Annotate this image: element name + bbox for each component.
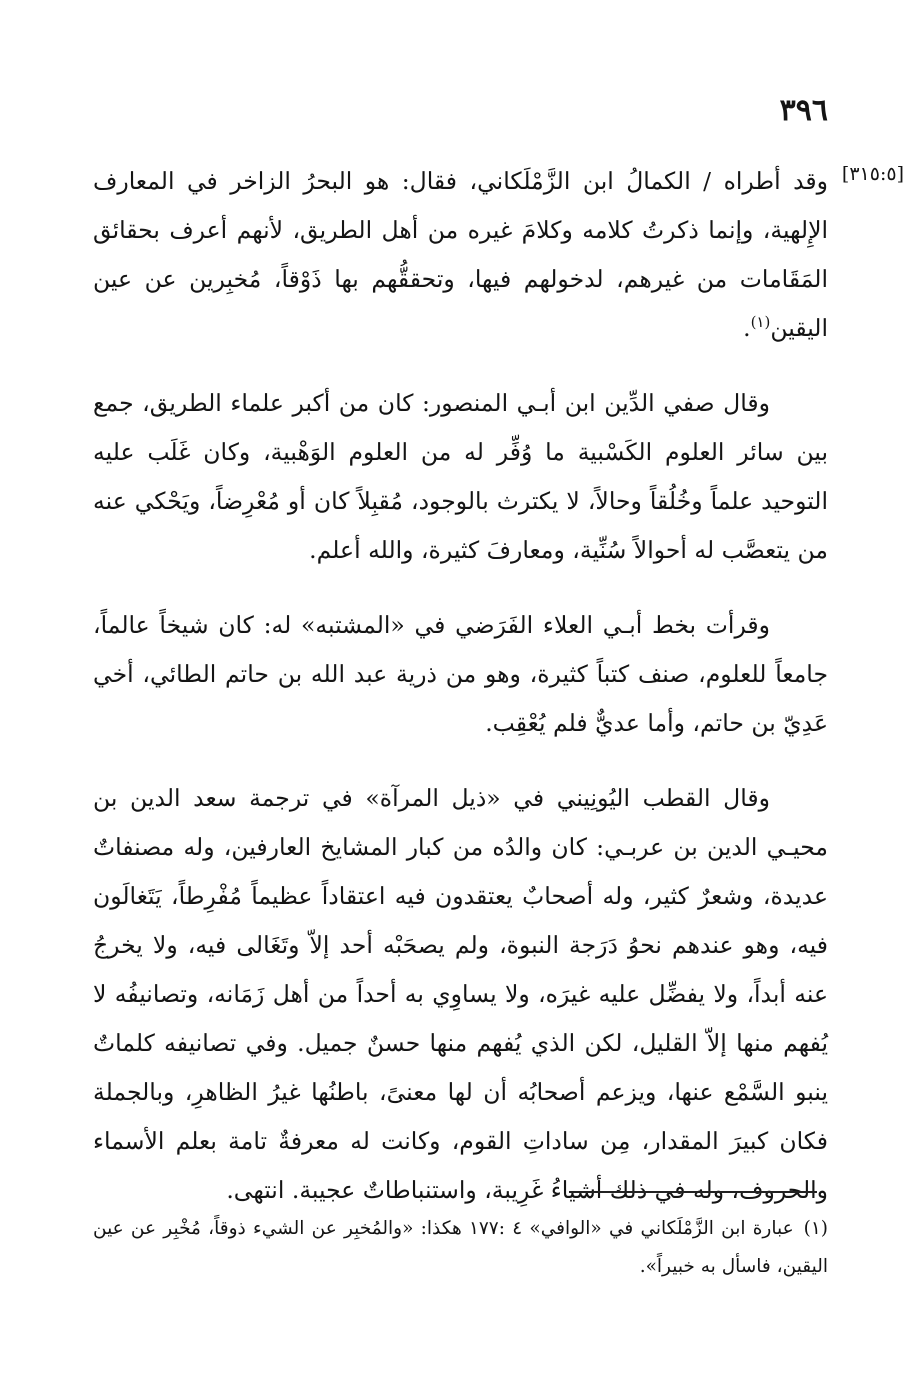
paragraph-text: وقد أطراه / الكمالُ ابن الزَّمْلَكاني، فقال: هو البحرُ الزاخر في المعارف الإِلهية، وإنما ذكرتُ كلامه وكلامَ غيره من أهل الطريق، لأنهم أعرف بحقائق المَقَامات من غيرهم، لدخولهم فيها، وتحققُّهم بها ذَوْقاً، مُخبِرين عن عين اليقين (93, 167, 828, 342)
footnote (93, 1210, 828, 1286)
footnote-reference: (١) (750, 313, 771, 332)
paragraph: وقرأت بخط أبـي العلاء الفَرَضي في «المشتبه» له: كان شيخاً عالماً، جامعاً للعلوم، صنف كتباً كثيرة، وهو من ذرية عبد الله بن حاتم الطائي، أخي عَدِيّ بن حاتم، وأما عديٌّ فلم يُعْقِب. (93, 611, 828, 737)
paragraph: وقال صفي الدِّين ابن أبـي المنصور: كان من أكبر علماء الطريق، جمع بين سائر العلوم الكَسْبية ما وُفِّر له من العلوم الوَهْبية، وكان غَلَب عليه التوحيد علماً وخُلُقاً وحالاً، لا يكترث بالوجود، مُقبِلاً كان أو مُعْرِضاً، ويَحْكي عنه من يتعصَّب له أحوالاً سُنِّية، ومعارفَ كثيرة، والله أعلم. (93, 389, 828, 564)
main-text (93, 157, 828, 1241)
footnote-number: (١) (803, 1218, 828, 1239)
section-marker: [٣١٥:٥] (841, 163, 904, 185)
paragraph (93, 157, 828, 353)
footnote-divider (569, 1191, 817, 1193)
footnote-text: عبارة ابن الزَّمْلَكاني في «الوافي» ٤ :١٧٧ هكذا: «والمُخبِر عن الشيء ذوقاً، مُخْبِر عن عين اليقين، فاسأل به خبيراً». (93, 1218, 828, 1277)
page-number: ٣٩٦ (779, 93, 828, 128)
paragraph-tail: . (743, 314, 751, 342)
paragraph: وقال القطب اليُونِيني في «ذيل المرآة» في ترجمة سعد الدين بن محيـي الدين بن عربـي: كان والدُه من كبار المشايخ العارفين، وله مصنفاتٌ عديدة، وشعرٌ كثير، وله أصحابٌ يعتقدون فيه اعتقاداً عظيماً مُفْرِطاً، يَتَغالَون فيه، وهو عندهم نحوُ دَرَجة النبوة، ولم يصحَبْه أحد إلاّ وتَغَالى فيه، ولا يخرجُ عنه أبداً، ولا يفضِّل عليه غيرَه، ولا يساوِي به أحداً من أهل زَمَانه، وتصانيفُه لا يُفهم منها إلاّ القليل، لكن الذي يُفهم منها حسنٌ جميل. وفي تصانيفه كلماتٌ ينبو السَّمْع عنها، ويزعم أصحابُه أن لها معنىً، باطنُها غيرُ الظاهرِ، وبالجملة فكان كبيرَ المقدار، مِن ساداتِ القوم، وكانت له معرفةٌ تامة بعلم الأسماء والحروف، وله في ذلك أشياءُ غَرِيبة، واستنباطاتٌ عجيبة. انتهى. (93, 784, 828, 1204)
